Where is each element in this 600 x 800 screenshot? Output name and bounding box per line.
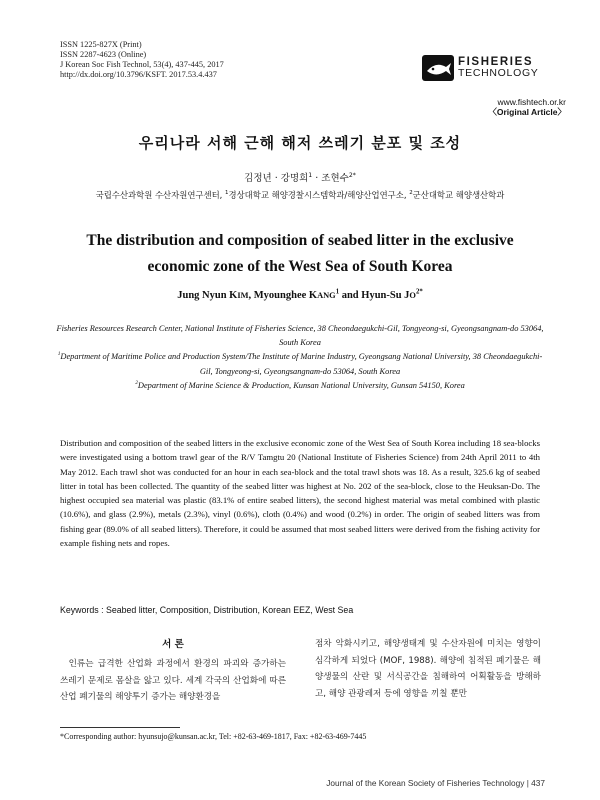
- english-author-2: , Myounghee K: [248, 290, 318, 301]
- author-sup: 1: [335, 288, 340, 296]
- author-sup: 2*: [348, 171, 356, 179]
- citation: J Korean Soc Fish Technol, 53(4), 437-445, 2017: [60, 60, 224, 69]
- english-author-3: and Hyun-Su J: [339, 290, 410, 301]
- author-sup: 2*: [415, 288, 423, 296]
- affiliation-1: [55, 350, 545, 378]
- author-smallcaps: O: [409, 291, 416, 300]
- corresponding-author-footnote: *Corresponding author: hyunsujo@kunsan.ac.kr, Tel: +82-63-469-1817, Fax: +82-63-469-7445: [60, 732, 367, 741]
- korean-affiliation-0: 국립수산과학원 수산자원연구센터,: [95, 190, 226, 200]
- affiliation-0: Fisheries Resources Research Center, National Institute of Fisheries Science, 38 Cheondaegukchi-Gil, Tongyeong-si, Gyeongsangnam-do 53064, South Korea: [56, 324, 544, 348]
- journal-logo-text: [458, 57, 539, 79]
- korean-affiliation-1: 경상대학교 해양경찰시스템학과/해양산업연구소,: [228, 190, 410, 200]
- keywords: Keywords : Seabed litter, Composition, Distribution, Korean EEZ, West Sea: [60, 605, 354, 615]
- intro-paragraph-continued: 점차 악화시키고, 해양생태계 및 수산자원에 미치는 영향이 심각하게 되었다 (MOF, 1988). 해양에 침적된 폐기물은 해양생물의 산란 및 서식공간을 침해하여 어획활동을 방해하고, 해양 관광레저 등에 영향을 끼칠 뿐만: [315, 639, 541, 699]
- affiliation-1-text: Department of Maritime Police and Production System/The Institute of Marine Industry, Gyeongsang National University, 38 Cheondaegukchi-Gil, Tongyeong-si, Gyeongsangnam-do 53064, South Korea: [60, 352, 543, 376]
- logo-line-1: FISHERIES: [458, 56, 534, 68]
- website-link[interactable]: www.fishtech.or.kr: [497, 97, 566, 107]
- korean-title: 우리나라 서해 근해 해저 쓰레기 분포 및 조성: [138, 134, 462, 152]
- korean-affiliation-2: 군산대학교 해양생산학과: [412, 190, 505, 200]
- korean-author-1: 김정년 · 강명희: [244, 173, 309, 184]
- affiliation-sup: 1: [225, 190, 229, 197]
- korean-affiliations: [0, 189, 600, 201]
- footnote-divider: [60, 727, 180, 728]
- introduction-heading: 서 론: [162, 639, 184, 650]
- english-title: The distribution and composition of seabed litter in the exclusive economic zone of the West Sea of South Korea: [86, 232, 514, 275]
- affiliation-2-text: Department of Marine Science & Production, Kunsan National University, Gunsan 54150, Korea: [137, 380, 465, 390]
- article-type: 〈Original Article〉: [488, 107, 566, 117]
- page-footer: Journal of the Korean Society of Fisheries Technology | 437: [326, 778, 545, 788]
- journal-site: [440, 97, 566, 117]
- issn-online: ISSN 2287-4623 (Online): [60, 50, 147, 59]
- affiliation-2: [55, 379, 545, 393]
- affiliation-sup: 2: [409, 190, 413, 197]
- author-smallcaps: IM: [237, 291, 249, 300]
- publication-metadata: [60, 40, 224, 80]
- affiliation-sup: 2: [135, 380, 138, 387]
- english-author-1: Jung Nyun K: [177, 290, 238, 301]
- english-affiliations: [55, 322, 545, 393]
- author-sup: 1: [308, 171, 313, 179]
- intro-right-column: [315, 636, 541, 702]
- korean-author-2: · 조현수: [312, 173, 349, 184]
- korean-authors: [0, 170, 600, 184]
- author-smallcaps: ANG: [317, 291, 336, 300]
- english-authors: [0, 290, 600, 301]
- affiliation-sup: 1: [57, 351, 61, 358]
- intro-paragraph: 인류는 급격한 산업화 과정에서 환경의 파괴와 증가하는 쓰레기 문제로 몸살을 앓고 있다. 세계 각국의 산업화에 따른 산업 폐기물의 해양투기 증가는 해양환경을: [60, 659, 286, 702]
- logo-line-2: TECHNOLOGY: [458, 67, 539, 79]
- issn-print: ISSN 1225-827X (Print): [60, 40, 142, 49]
- intro-left-column: [60, 656, 286, 706]
- doi-link[interactable]: http://dx.doi.org/10.3796/KSFT. 2017.53.4.437: [60, 70, 217, 79]
- abstract: Distribution and composition of the seabed litters in the exclusive economic zone of the West Sea of South Korea including 18 sea-blocks were investigated using a bottom trawl gear of the R/V Tamgtu 20 (National Institute of Fisheries Science) from 24th April 2011 to 4th May 2012. Each trawl shot was conducted for an hour in each sea-block and the total trawl shots was 18. As a result, 325.6 kg of seabed litter in total has been collected. The quantity of the seabed litter was highest at No. 202 of the sea-block, close to the Heuksan-Do. The highest occupied sea material was plastic (83.1% of entire seabed litters), the second highest material was metal combined with plastic (10.6%), and glass (2.9%), metals (2.3%), vinyl (0.6%), cloth (0.4%) and wood (0.2%) in order. The origin of seabed litters was from fishing gear (89.0% of all seabed litters). Therefore, it could be assumed that most seabed litters were derived from the fishing activity for example fishing nets and ropes.: [60, 438, 540, 549]
